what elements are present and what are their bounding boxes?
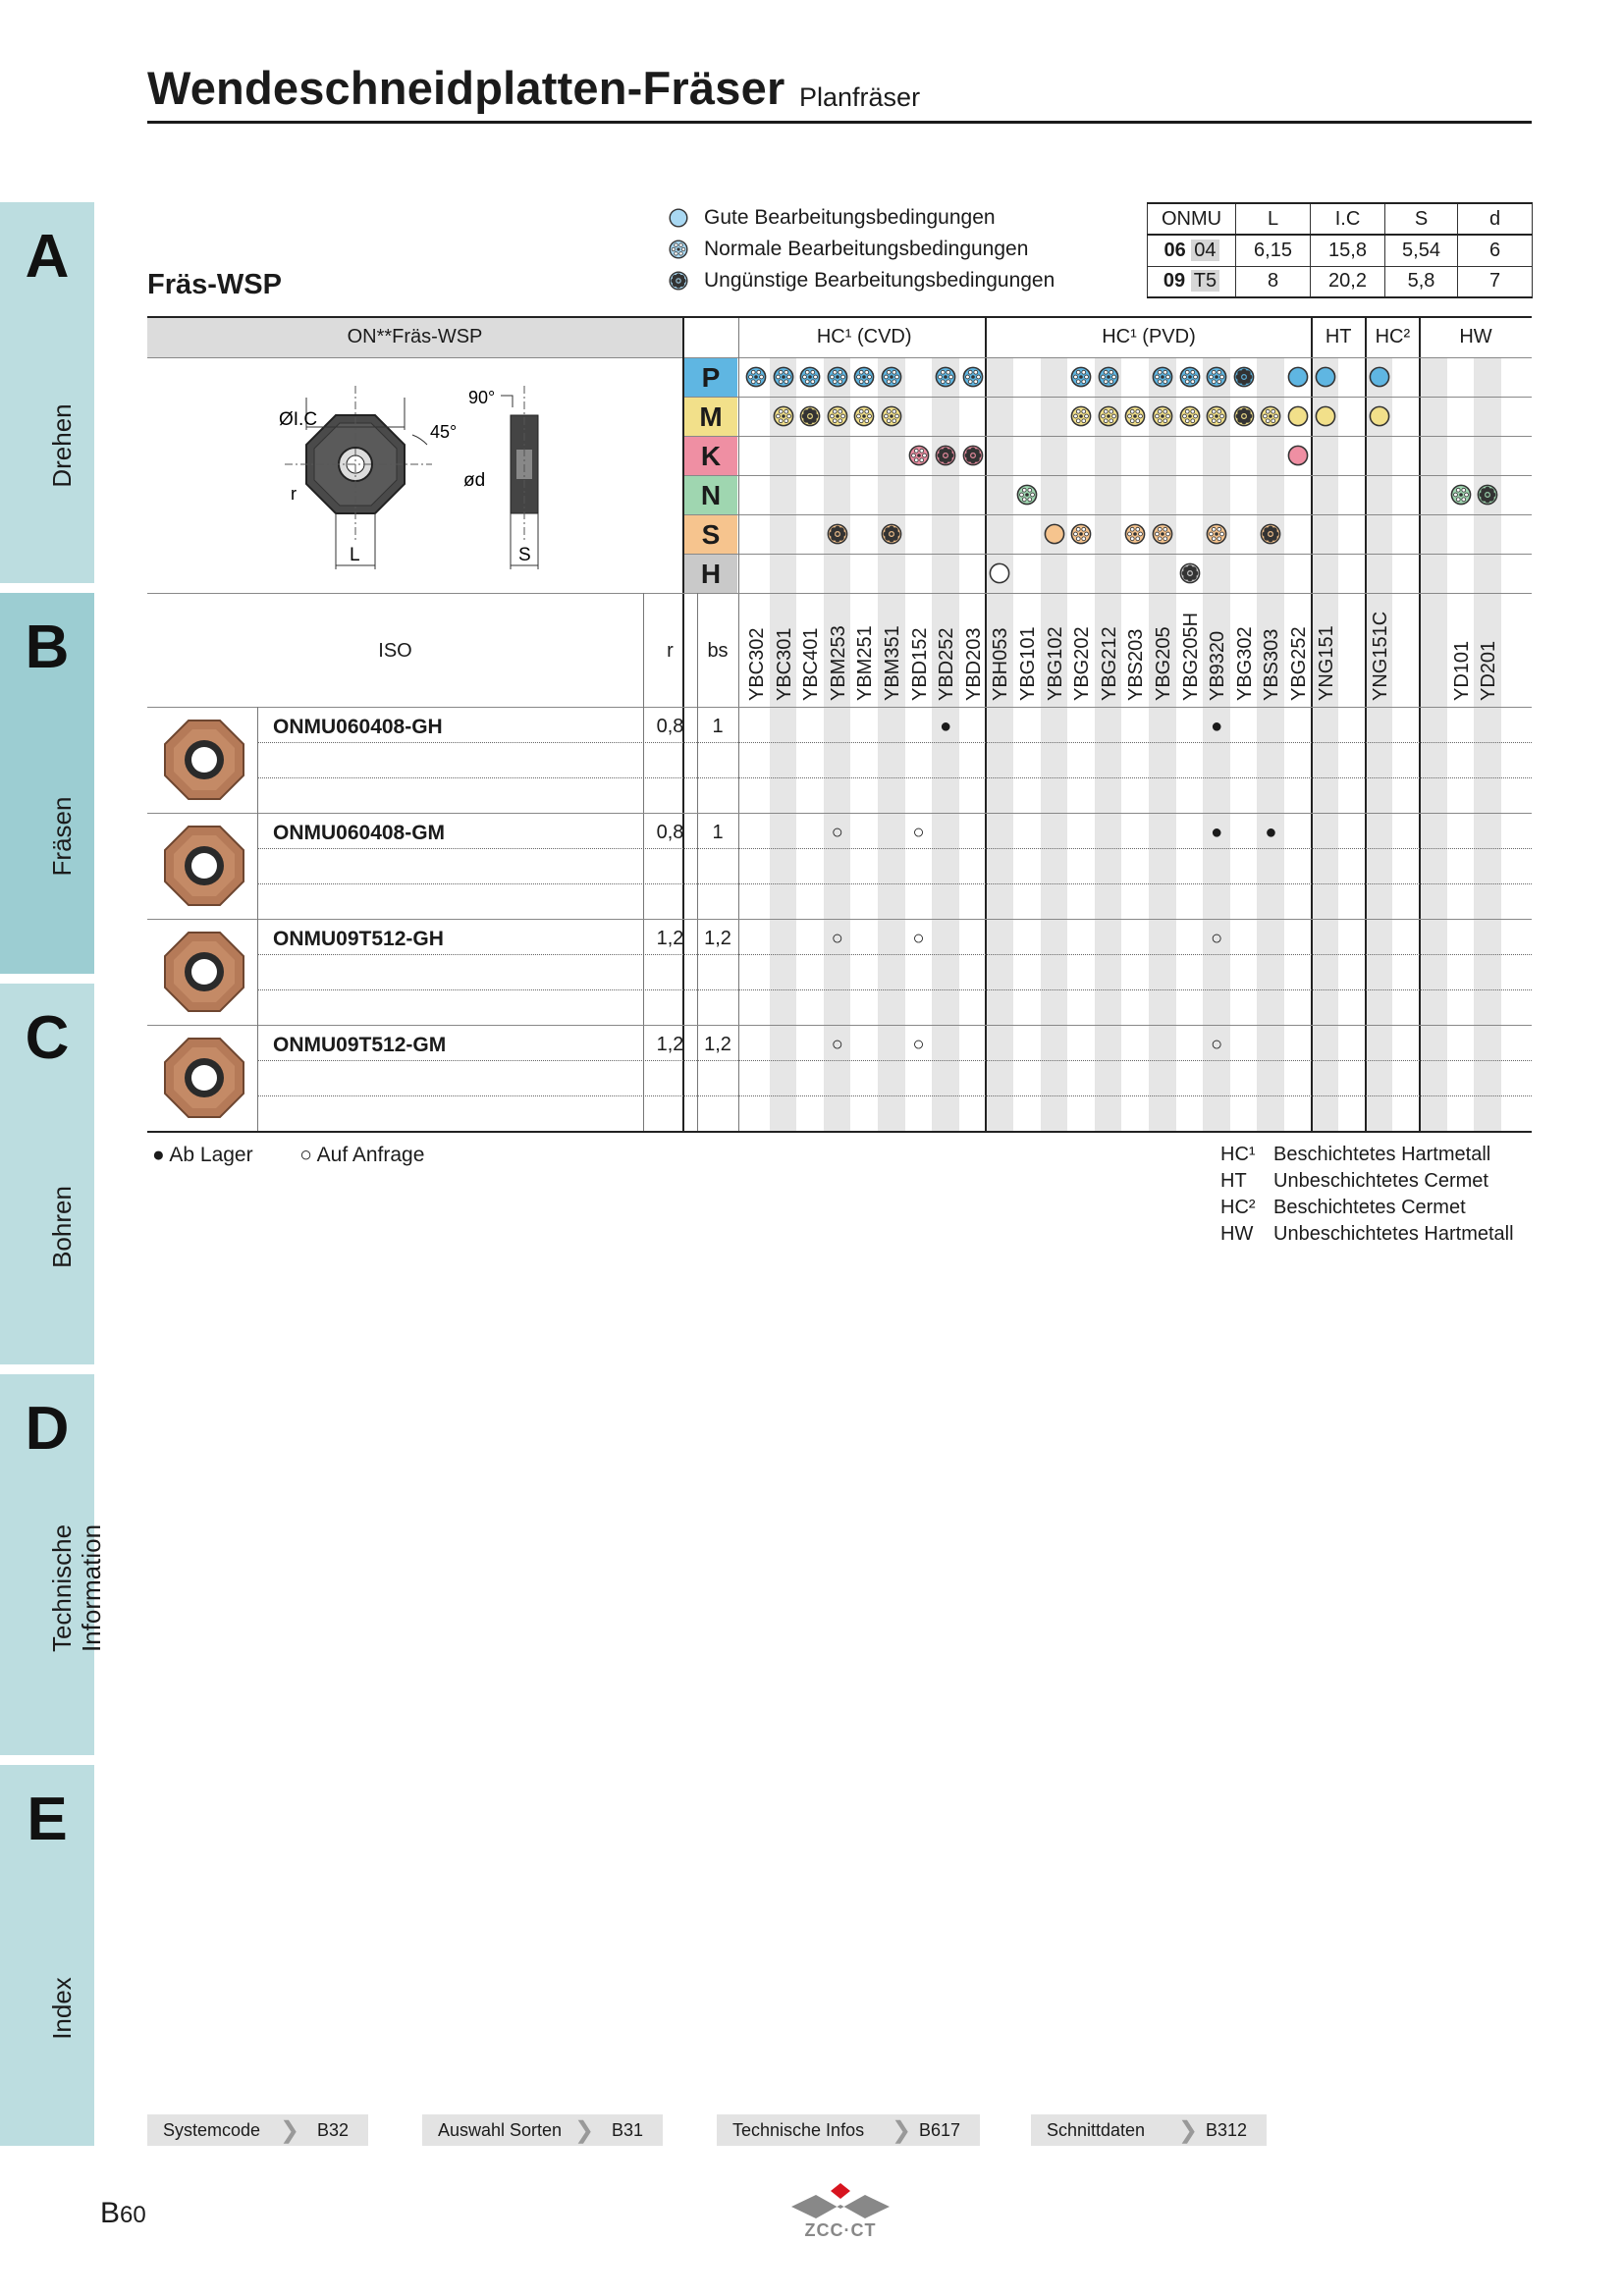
condition-icon bbox=[1205, 365, 1228, 389]
condition-icon bbox=[1205, 522, 1228, 546]
drawing-label-s: S bbox=[518, 545, 531, 565]
condition-icon bbox=[1015, 483, 1039, 507]
grade-group-label: HC¹ (CVD) bbox=[816, 326, 912, 347]
corner-radius: 1,2 bbox=[656, 928, 684, 949]
dim-l: 8 bbox=[1236, 266, 1311, 297]
grade-name: YBG101 bbox=[1017, 626, 1039, 701]
availability-mark: ● bbox=[1211, 822, 1223, 843]
chapter-tab-label: Bohren bbox=[47, 1186, 77, 1268]
insert-photo bbox=[162, 824, 246, 908]
drawing-label-d: ød bbox=[463, 470, 486, 491]
iso-code: ONMU09T512-GM bbox=[273, 1034, 447, 1056]
condition-icon bbox=[1368, 404, 1391, 428]
section-title: Fräs-WSP bbox=[147, 269, 282, 300]
insert-photo bbox=[162, 930, 246, 1014]
band-bottom-rule bbox=[147, 357, 1532, 358]
condition-icon bbox=[798, 404, 822, 428]
row-sub-rule bbox=[257, 742, 1532, 743]
name-row-bottom-rule bbox=[147, 707, 1532, 708]
condition-icon bbox=[988, 561, 1011, 585]
availability-mark: ○ bbox=[1211, 1034, 1223, 1055]
dim-header-d: d bbox=[1458, 203, 1533, 235]
grade-column-stripe bbox=[1203, 357, 1230, 1131]
availability-mark: ○ bbox=[1211, 928, 1223, 949]
condition-icon bbox=[1205, 404, 1228, 428]
condition-icon bbox=[826, 365, 849, 389]
dim-ic: 20,2 bbox=[1311, 266, 1385, 297]
insert-drawing bbox=[265, 376, 589, 577]
condition-icon bbox=[1151, 522, 1174, 546]
grade-column-stripe bbox=[878, 357, 905, 1131]
availability-mark: ● bbox=[1265, 822, 1277, 843]
condition-icon bbox=[1259, 522, 1282, 546]
grade-column-stripe bbox=[770, 357, 797, 1131]
chevron-right-icon: ❯ bbox=[280, 2117, 300, 2144]
grade-column-stripe bbox=[1474, 357, 1501, 1131]
condition-icon bbox=[1286, 404, 1310, 428]
material-row-rule bbox=[682, 554, 1532, 555]
corner-radius: 1,2 bbox=[656, 1034, 684, 1055]
legend-label: Ungünstige Bearbeitungsbedingungen bbox=[704, 269, 1055, 292]
grade-column-stripe bbox=[1257, 357, 1284, 1131]
condition-icon bbox=[961, 444, 985, 467]
table-top-rule bbox=[147, 316, 1532, 318]
grade-group-divider bbox=[1419, 318, 1421, 1131]
grade-name: YBG212 bbox=[1098, 626, 1120, 701]
condition-icon bbox=[772, 404, 795, 428]
grade-name: YD101 bbox=[1450, 640, 1473, 701]
grade-name: YB9320 bbox=[1207, 630, 1229, 701]
chevron-right-icon: ❯ bbox=[892, 2117, 912, 2144]
drawing-label-r: r bbox=[291, 484, 297, 504]
grade-name: YBD203 bbox=[962, 627, 985, 701]
material-code-s: S bbox=[684, 515, 737, 554]
type-legend-row bbox=[1220, 1170, 1488, 1193]
ref-button-1[interactable] bbox=[422, 2114, 663, 2146]
grade-column-stripe bbox=[1149, 357, 1176, 1131]
grade-name: YBS303 bbox=[1261, 628, 1283, 701]
grade-group-divider bbox=[1311, 318, 1313, 1131]
dim-l: 6,15 bbox=[1236, 235, 1311, 266]
condition-icon bbox=[1314, 365, 1337, 389]
row-sub-rule bbox=[257, 989, 1532, 990]
condition-icon bbox=[1368, 365, 1391, 389]
grade-name: YBD152 bbox=[908, 627, 931, 701]
material-right-divider bbox=[738, 318, 739, 1131]
material-code-m: M bbox=[684, 398, 737, 436]
material-row-rule bbox=[682, 397, 1532, 398]
ref-page-code: B312 bbox=[1205, 2119, 1247, 2140]
condition-icon bbox=[880, 404, 903, 428]
grade-group-label: HC¹ (PVD) bbox=[1102, 326, 1196, 347]
condition-icon bbox=[772, 365, 795, 389]
col-header-iso: ISO bbox=[378, 640, 412, 662]
condition-icon bbox=[1097, 404, 1120, 428]
material-code-p: P bbox=[684, 358, 737, 397]
table-bottom-rule bbox=[147, 1131, 1532, 1133]
ref-label: Auswahl Sorten bbox=[438, 2119, 563, 2140]
row-sub-rule bbox=[257, 777, 1532, 778]
grade-group-divider bbox=[985, 318, 987, 1131]
condition-icon bbox=[907, 444, 931, 467]
ref-button-3[interactable] bbox=[1031, 2114, 1267, 2146]
page-number: B60 bbox=[100, 2197, 146, 2229]
row-sub-rule bbox=[257, 1060, 1532, 1061]
availability-mark: ● bbox=[940, 716, 952, 737]
availability-mark: ○ bbox=[912, 928, 925, 949]
ref-page-code: B617 bbox=[918, 2119, 960, 2140]
grade-name: YBC301 bbox=[773, 627, 795, 701]
condition-icon bbox=[798, 365, 822, 389]
condition-icon bbox=[1259, 404, 1282, 428]
condition-icon bbox=[826, 404, 849, 428]
chamfer-width: 1 bbox=[712, 822, 724, 843]
on-request-symbol: ○ bbox=[299, 1144, 312, 1166]
availability-mark: ○ bbox=[831, 928, 843, 949]
chapter-tab-label: Fräsen bbox=[47, 796, 77, 877]
dim-header-onmu: ONMU bbox=[1148, 203, 1236, 235]
grade-column-stripe bbox=[1095, 357, 1122, 1131]
chevron-right-icon: ❯ bbox=[1178, 2117, 1199, 2144]
grade-name: YBG202 bbox=[1071, 626, 1094, 701]
grade-name: YBG205H bbox=[1179, 612, 1202, 701]
grade-name: YD201 bbox=[1478, 640, 1500, 701]
chapter-tab-letter: C bbox=[25, 1004, 70, 1072]
type-code: HC¹ bbox=[1220, 1144, 1256, 1165]
row-sub-rule bbox=[257, 848, 1532, 849]
condition-icon bbox=[1286, 444, 1310, 467]
chamfer-width: 1 bbox=[712, 716, 724, 737]
corner-radius: 0,8 bbox=[656, 822, 684, 843]
ref-button-0[interactable] bbox=[147, 2114, 368, 2146]
row-sub-rule bbox=[257, 1095, 1532, 1096]
condition-icon bbox=[880, 365, 903, 389]
chamfer-width: 1,2 bbox=[704, 1034, 731, 1055]
material-row-rule bbox=[682, 475, 1532, 476]
type-description: Unbeschichtetes Hartmetall bbox=[1273, 1223, 1514, 1245]
grade-name: YBM253 bbox=[827, 625, 849, 701]
chapter-tab-label: Drehen bbox=[47, 403, 77, 488]
grade-name: YBC401 bbox=[800, 627, 823, 701]
row-bottom-rule bbox=[147, 813, 1532, 814]
grade-column-stripe bbox=[932, 357, 959, 1131]
availability-mark: ● bbox=[1211, 716, 1223, 737]
material-row-rule bbox=[682, 514, 1532, 515]
condition-icon bbox=[1151, 365, 1174, 389]
type-description: Unbeschichtetes Cermet bbox=[1273, 1170, 1488, 1192]
condition-icon bbox=[852, 365, 876, 389]
grade-name: YBM351 bbox=[882, 625, 903, 701]
ref-page-code: B31 bbox=[611, 2119, 643, 2140]
condition-icon bbox=[852, 404, 876, 428]
iso-code: ONMU09T512-GH bbox=[273, 928, 444, 950]
availability-mark: ○ bbox=[912, 822, 925, 843]
dim-d: 7 bbox=[1458, 266, 1533, 297]
in-stock-symbol: ● bbox=[152, 1144, 165, 1166]
grade-group-label: HC² bbox=[1375, 326, 1411, 347]
condition-icon bbox=[1178, 404, 1202, 428]
type-code: HW bbox=[1220, 1223, 1254, 1245]
type-legend-row bbox=[1220, 1197, 1466, 1219]
ref-label: Schnittdaten bbox=[1047, 2119, 1146, 2140]
grade-name: YBS203 bbox=[1125, 628, 1148, 701]
ref-page-code: B32 bbox=[316, 2119, 349, 2140]
angle-45-arc bbox=[412, 435, 427, 445]
grade-name: YBD252 bbox=[936, 627, 958, 701]
grade-group-label: HW bbox=[1459, 326, 1492, 347]
page-subtitle: Planfräser bbox=[799, 82, 921, 112]
corner-radius: 0,8 bbox=[656, 716, 684, 737]
on-request-label: Auf Anfrage bbox=[316, 1144, 425, 1166]
condition-icon bbox=[961, 365, 985, 389]
availability-mark: ○ bbox=[831, 822, 843, 843]
grade-name: YNG151C bbox=[1369, 611, 1391, 701]
material-code-n: N bbox=[684, 476, 737, 514]
in-stock-label: Ab Lager bbox=[169, 1144, 253, 1166]
dim-header-ic: I.C bbox=[1311, 203, 1385, 235]
grade-name: YBG302 bbox=[1233, 626, 1256, 701]
drawing-label-l: L bbox=[350, 545, 360, 565]
legend-label: Normale Bearbeitungsbedingungen bbox=[704, 238, 1029, 260]
col-header-r: r bbox=[667, 640, 674, 662]
insert-header-label: ON**Fräs-WSP bbox=[347, 326, 483, 347]
drawing-label-90: 90° bbox=[468, 388, 496, 407]
type-description: Beschichtetes Cermet bbox=[1273, 1197, 1466, 1218]
condition-icon bbox=[1232, 365, 1256, 389]
condition-icon bbox=[1069, 522, 1093, 546]
row-sub-rule bbox=[257, 883, 1532, 884]
stock-legend bbox=[152, 1144, 424, 1167]
page-title: Wendeschneidplatten-Fräser bbox=[147, 62, 785, 114]
type-description: Beschichtetes Hartmetall bbox=[1273, 1144, 1491, 1165]
chapter-tab-letter: D bbox=[25, 1395, 70, 1463]
dim-d: 6 bbox=[1458, 235, 1533, 266]
condition-icon bbox=[934, 365, 957, 389]
dim-header-l: L bbox=[1236, 203, 1311, 235]
condition-icon bbox=[1123, 522, 1147, 546]
insert-photo bbox=[162, 1036, 246, 1120]
type-legend-row bbox=[1220, 1144, 1490, 1166]
drawing-label-45: 45° bbox=[430, 422, 458, 442]
grade-name: YNG151 bbox=[1315, 625, 1337, 701]
grade-column-stripe bbox=[1312, 357, 1339, 1131]
chapter-tab-letter: E bbox=[27, 1786, 68, 1853]
grade-name: YBH053 bbox=[990, 627, 1012, 701]
iso-code: ONMU060408-GM bbox=[273, 822, 446, 844]
condition-icon bbox=[1123, 404, 1147, 428]
grade-name: YBM251 bbox=[854, 625, 877, 701]
grade-column-stripe bbox=[986, 357, 1013, 1131]
condition-icon bbox=[1476, 483, 1499, 507]
condition-icon bbox=[744, 365, 768, 389]
material-code-k: K bbox=[684, 437, 737, 475]
condition-icon bbox=[1151, 404, 1174, 428]
chamfer-width: 1,2 bbox=[704, 928, 731, 949]
insert-photo bbox=[162, 718, 246, 802]
dim-size: 09 T5 bbox=[1148, 266, 1236, 297]
condition-icon bbox=[1097, 365, 1120, 389]
availability-mark: ○ bbox=[831, 1034, 843, 1055]
grade-name: YBG252 bbox=[1288, 626, 1310, 701]
name-row-top-rule bbox=[147, 593, 1532, 594]
grade-name: YBG205 bbox=[1153, 626, 1174, 701]
condition-icon bbox=[934, 444, 957, 467]
material-code-h: H bbox=[684, 555, 737, 593]
material-row-rule bbox=[682, 436, 1532, 437]
grade-column-stripe bbox=[1420, 357, 1447, 1131]
condition-icon bbox=[1069, 404, 1093, 428]
condition-icon bbox=[1449, 483, 1473, 507]
chapter-tab-label: Technische Information bbox=[47, 1523, 106, 1653]
chapter-tab-letter: A bbox=[25, 223, 70, 291]
logo-text: ZCC·CT bbox=[804, 2220, 877, 2240]
condition-icon bbox=[1178, 561, 1202, 585]
condition-icon bbox=[1286, 365, 1310, 389]
row-bottom-rule bbox=[147, 919, 1532, 920]
type-code: HC² bbox=[1220, 1197, 1256, 1218]
dim-ic: 15,8 bbox=[1311, 235, 1385, 266]
availability-mark: ○ bbox=[912, 1034, 925, 1055]
grade-name: YBC302 bbox=[746, 627, 768, 701]
condition-icon bbox=[1232, 404, 1256, 428]
grade-group-label: HT bbox=[1325, 326, 1352, 347]
condition-icon bbox=[1069, 365, 1093, 389]
grade-column-stripe bbox=[1041, 357, 1068, 1131]
chapter-tab-label: Index bbox=[47, 1977, 77, 2040]
row-sub-rule bbox=[257, 954, 1532, 955]
ref-button-2[interactable] bbox=[717, 2114, 980, 2146]
chapter-tab-letter: B bbox=[25, 614, 70, 681]
grade-column-stripe bbox=[824, 357, 851, 1131]
angle-90-mark bbox=[501, 396, 513, 407]
chevron-right-icon: ❯ bbox=[574, 2117, 595, 2144]
row-bottom-rule bbox=[147, 1025, 1532, 1026]
condition-icon bbox=[826, 522, 849, 546]
type-legend-row bbox=[1220, 1223, 1514, 1246]
grade-column-stripe bbox=[1366, 357, 1393, 1131]
condition-icon bbox=[1314, 404, 1337, 428]
dim-size: 06 04 bbox=[1148, 235, 1236, 266]
legend-label: Gute Bearbeitungsbedingungen bbox=[704, 206, 996, 229]
condition-icon bbox=[1178, 365, 1202, 389]
col-header-bs: bs bbox=[707, 640, 729, 662]
condition-icon bbox=[880, 522, 903, 546]
dim-s: 5,8 bbox=[1385, 266, 1458, 297]
dim-s: 5,54 bbox=[1385, 235, 1458, 266]
ref-label: Technische Infos bbox=[732, 2119, 865, 2140]
condition-icon bbox=[1043, 522, 1066, 546]
iso-code: ONMU060408-GH bbox=[273, 716, 443, 738]
grade-name: YBG102 bbox=[1044, 626, 1066, 701]
grade-group-divider bbox=[1365, 318, 1367, 1131]
drawing-label-ic: ØI.C bbox=[279, 409, 318, 430]
photo-divider bbox=[257, 707, 258, 1131]
ref-label: Systemcode bbox=[163, 2119, 261, 2140]
dim-header-s: S bbox=[1385, 203, 1458, 235]
type-code: HT bbox=[1220, 1170, 1247, 1192]
